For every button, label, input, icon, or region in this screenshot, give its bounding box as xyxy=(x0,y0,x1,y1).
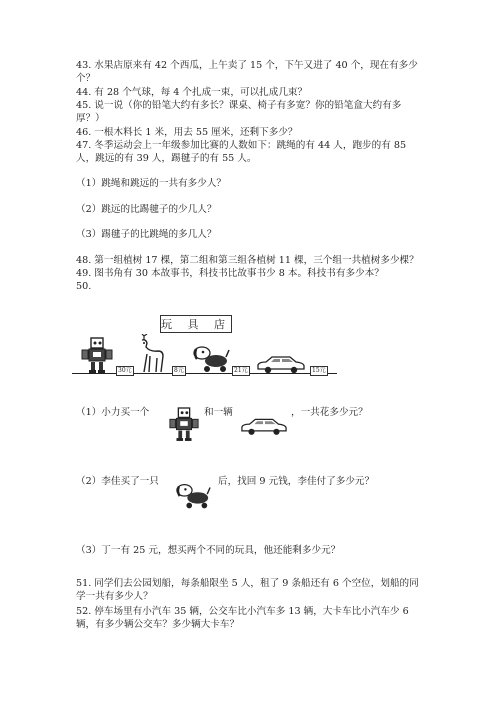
question-48: 48. 第一组植树 17 棵，第二组和第三组各植树 11 棵，三个组一共植树多少棵？ xyxy=(76,255,419,266)
question-47-line1: 47. 冬季运动会上一年级参加比赛的人数如下：跳绳的有 44 人，跑步的有 85 xyxy=(76,140,407,151)
question-46: 46. 一根木料长 1 米，用去 55 厘米，还剩下多少？ xyxy=(76,127,298,138)
question-52-line2: 辆，有多少辆公交车？多少辆大卡车？ xyxy=(76,619,240,630)
robot-icon xyxy=(168,404,200,444)
question-47-sub-3: （3）踢毽子的比跳绳的多几人？ xyxy=(76,229,217,240)
question-44: 44. 有 28 个气球，每 4 个扎成一束，可以扎成几束？ xyxy=(76,87,308,98)
question-52-line1: 52. 停车场里有小汽车 35 辆，公交车比小汽车多 13 辆，大卡车比小汽车少 6 xyxy=(76,606,409,617)
q50-sub3: （3）丁一有 25 元，想买两个不同的玩具，他还能剩多少元？ xyxy=(76,545,341,556)
toy-shop-sign: 玩 具 店 xyxy=(160,315,232,333)
q50-sub1-part-a: （1）小力买一个 xyxy=(76,407,150,418)
question-50: 50. xyxy=(76,281,92,292)
deer-icon xyxy=(136,334,166,374)
question-47-sub-2: （2）跳远的比踢毽子的少几人？ xyxy=(76,204,217,215)
price-tag-deer: 8元 xyxy=(174,367,184,374)
dog-icon xyxy=(192,345,230,373)
robot-icon xyxy=(80,336,114,374)
question-47-sub-1: （1）跳绳和跳远的一共有多少人？ xyxy=(76,178,227,189)
question-47-line2: 人，跳远的有 39 人，踢毽子的有 55 人。 xyxy=(76,153,257,164)
car-icon xyxy=(256,356,306,374)
q50-sub1-part-c: ，一共花多少元？ xyxy=(291,407,368,418)
question-43-line2: 个？ xyxy=(76,73,96,84)
dog-icon xyxy=(175,482,211,510)
price-tag-robot: 30元 xyxy=(118,367,132,374)
q50-sub2-part-b: 后，找回 9 元钱，李佳付了多少元？ xyxy=(218,476,375,487)
question-51-line2: 学一共有多少人？ xyxy=(76,591,153,602)
price-tag-dog: 21元 xyxy=(234,367,248,374)
question-45-line1: 45. 说一说（你的铅笔大约有多长？课桌、椅子有多宽？你的铅笔盒大约有多 xyxy=(76,100,402,111)
q50-sub2-part-a: （2）李佳买了一只 xyxy=(76,476,159,487)
question-49: 49. 图书角有 30 本故事书，科技书比故事书少 8 本。科技书有多少本？ xyxy=(76,268,384,279)
question-51-line1: 51. 同学们去公园划船，每条船限坐 5 人，租了 9 条船还有 6 个空位，划船的同 xyxy=(76,578,419,589)
question-45-line2: 厚？） xyxy=(76,113,105,124)
q50-sub1-part-b: 和一辆 xyxy=(204,407,233,418)
car-icon xyxy=(240,418,288,436)
question-43-line1: 43. 水果店原来有 42 个西瓜，上午卖了 15 个，下午又进了 40 个，现在有多少 xyxy=(76,60,418,71)
price-tag-car: 15元 xyxy=(312,367,326,374)
